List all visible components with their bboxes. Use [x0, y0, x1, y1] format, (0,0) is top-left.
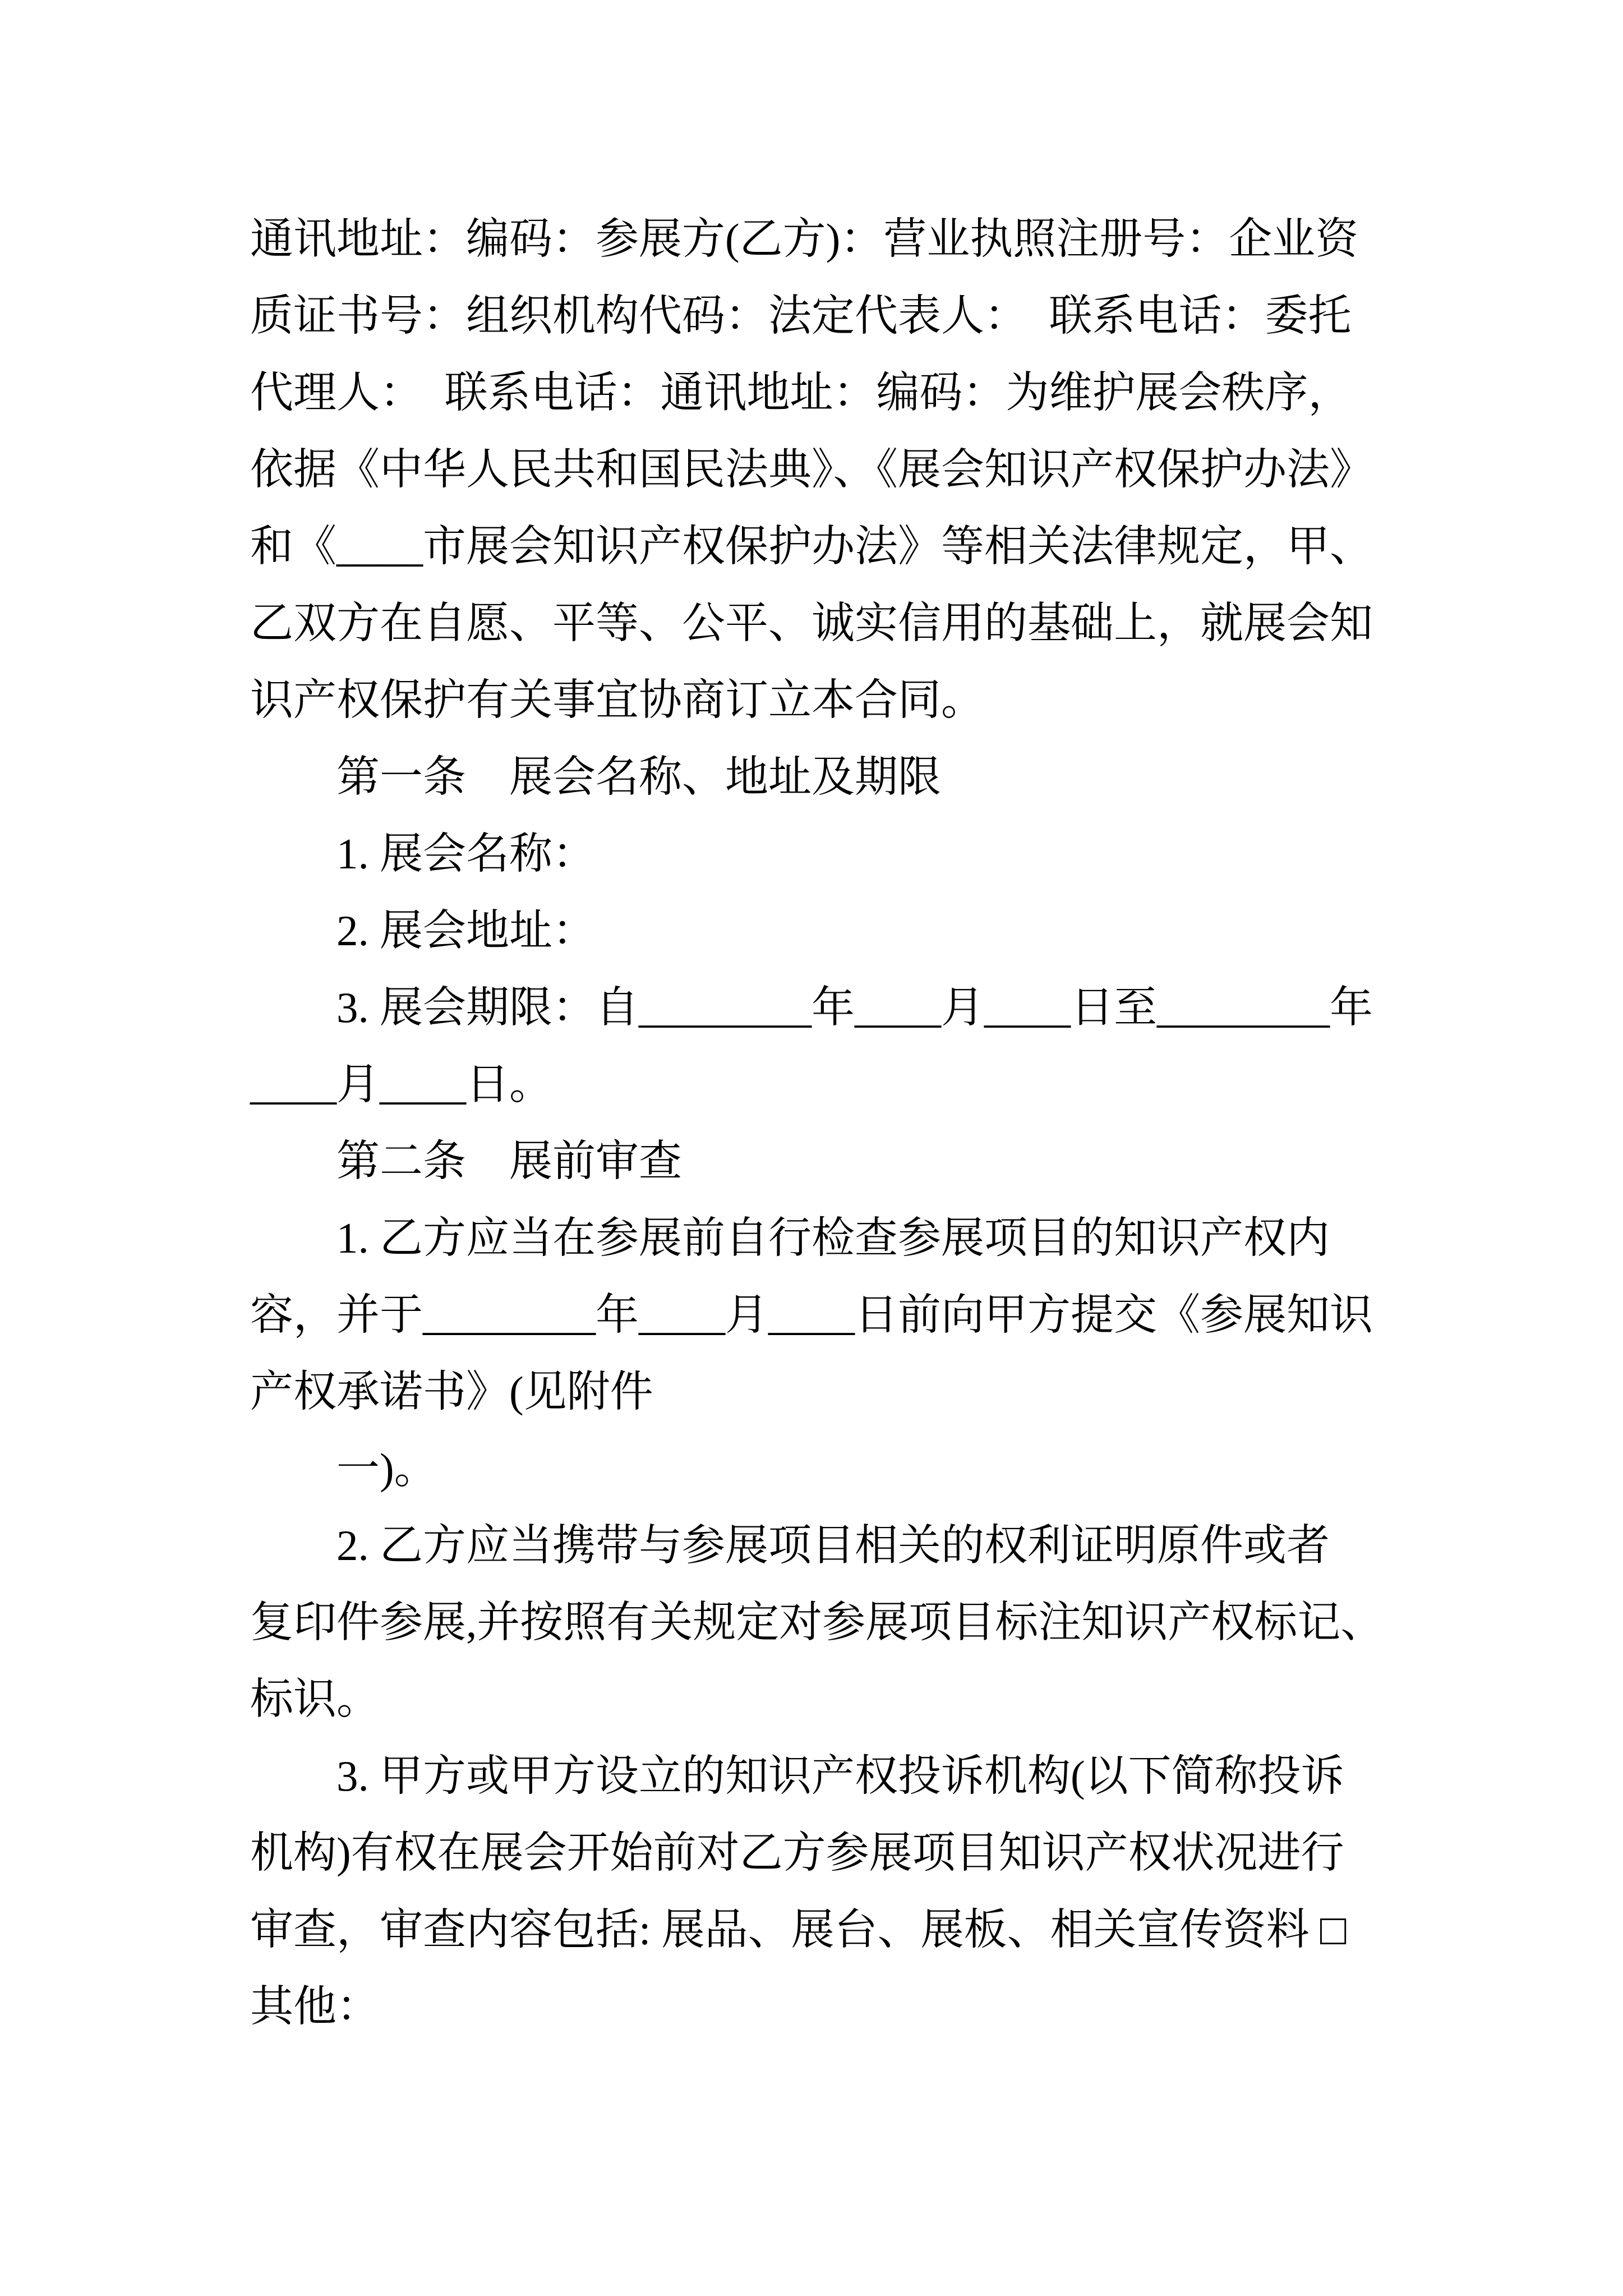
doc-line: 通讯地址：编码：参展方(乙方)：营业执照注册号：企业资 — [250, 215, 1359, 263]
doc-line-item-2: 2. 展会地址： — [336, 907, 596, 955]
doc-line: 机构)有权在展会开始前对乙方参展项目知识产权状况进行 — [250, 1829, 1344, 1877]
doc-line-article-1-heading: 第一条 展会名称、地址及期限 — [336, 753, 941, 801]
doc-line-item-1: 1. 乙方应当在参展前自行检查参展项目的知识产权内 — [336, 1214, 1330, 1262]
doc-line: 质证书号：组织机构代码：法定代表人： 联系电话：委托 — [250, 292, 1352, 340]
doc-line: 一)。 — [336, 1444, 437, 1493]
doc-line-item-2: 2. 乙方应当携带与参展项目相关的权利证明原件或者 — [336, 1521, 1330, 1570]
doc-line: 容，并于________年____月____日前向甲方提交《参展知识 — [250, 1291, 1373, 1339]
doc-line: 识产权保护有关事宜协商订立本合同。 — [250, 676, 984, 724]
doc-line-with-checkbox: 审查，审查内容包括: 展品、展台、展板、相关宣传资料 □ — [250, 1906, 1347, 1954]
doc-line-article-2-heading: 第二条 展前审查 — [336, 1137, 682, 1185]
doc-line: 代理人： 联系电话：通讯地址：编码：为维护展会秩序， — [250, 369, 1352, 417]
doc-line: 乙双方在自愿、平等、公平、诚实信用的基础上，就展会知 — [250, 599, 1373, 647]
doc-line-other-label: 其他： — [250, 1982, 380, 2031]
doc-line: ____月____日。 — [250, 1060, 552, 1108]
doc-line-item-1: 1. 展会名称： — [336, 830, 596, 878]
document-body — [250, 201, 1461, 2045]
doc-line: 依据《中华人民共和国民法典》、《展会知识产权保护办法》 — [250, 445, 1373, 494]
doc-line-item-3: 3. 展会期限：自________年____月____日至________年 — [336, 983, 1373, 1032]
doc-line-item-3: 3. 甲方或甲方设立的知识产权投诉机构(以下简称投诉 — [336, 1752, 1344, 1800]
doc-line: 复印件参展,并按照有关规定对参展项目标注知识产权标记、 — [250, 1598, 1384, 1646]
doc-line: 标识。 — [250, 1675, 380, 1723]
doc-line: 和《____市展会知识产权保护办法》等相关法律规定，甲、 — [250, 522, 1373, 570]
doc-line: 产权承诺书》(见附件 — [250, 1368, 653, 1416]
